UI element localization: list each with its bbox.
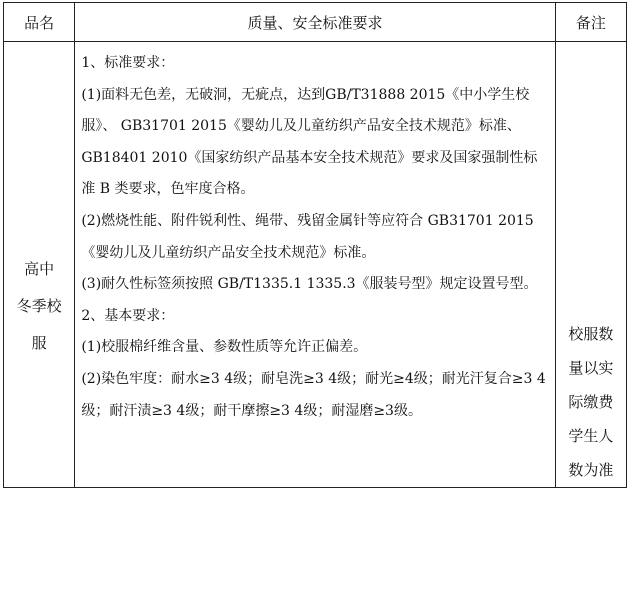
remarks-cell	[555, 42, 626, 488]
remark-line: 量以实	[568, 359, 614, 377]
header-quality-safety-requirements: 质量、安全标准要求	[75, 3, 555, 42]
product-name-line: 高中	[24, 260, 55, 278]
remark-line: 学生人	[568, 427, 614, 445]
requirement-paragraph: (1)校服棉纤维含量、参数性质等允许正偏差。	[81, 339, 368, 356]
remark-line: 校服数	[568, 325, 614, 343]
requirement-paragraph: (2)燃烧性能、附件锐利性、绳带、残留金属针等应符合 GB31701 2015《婴幼儿及儿童纺织产品安全技术规范》标准。	[81, 212, 534, 261]
remark-line: 际缴费	[568, 393, 614, 411]
product-name-cell	[4, 42, 75, 488]
requirement-heading: 1、标准要求：	[81, 55, 175, 71]
product-name-line: 冬季校	[16, 297, 62, 315]
requirement-heading: 2、基本要求：	[81, 307, 175, 324]
requirements-table	[3, 2, 627, 488]
table-row	[4, 42, 627, 488]
remark-line: 数为准	[568, 461, 614, 479]
product-name-line: 服	[31, 334, 47, 352]
requirement-paragraph: (2)染色牢度：耐水≥3 4级；耐皂洗≥3 4级；耐光≥4级；耐光汗复合≥3 4级；耐汗渍≥3 4级；耐干摩擦≥3 4级；耐湿磨≥3级。	[81, 370, 546, 419]
requirement-paragraph: (1)面料无色差，无破洞，无疵点，达到GB/T31888 2015《中小学生校服》、 GB31701 2015《婴幼儿及儿童纺织产品安全技术规范》标准、GB18401 2010《国家纺织产品基本安全技术规范》要求及国家强制性标准 B 类要求，色牢度合格。	[81, 86, 538, 198]
header-row	[4, 3, 627, 42]
header-remarks: 备注	[555, 3, 626, 42]
requirement-paragraph: (3)耐久性标签须按照 GB/T1335.1 1335.3《服装号型》规定设置号型。	[81, 276, 538, 293]
header-product-name: 品名	[4, 3, 75, 42]
requirements-cell	[75, 42, 555, 488]
